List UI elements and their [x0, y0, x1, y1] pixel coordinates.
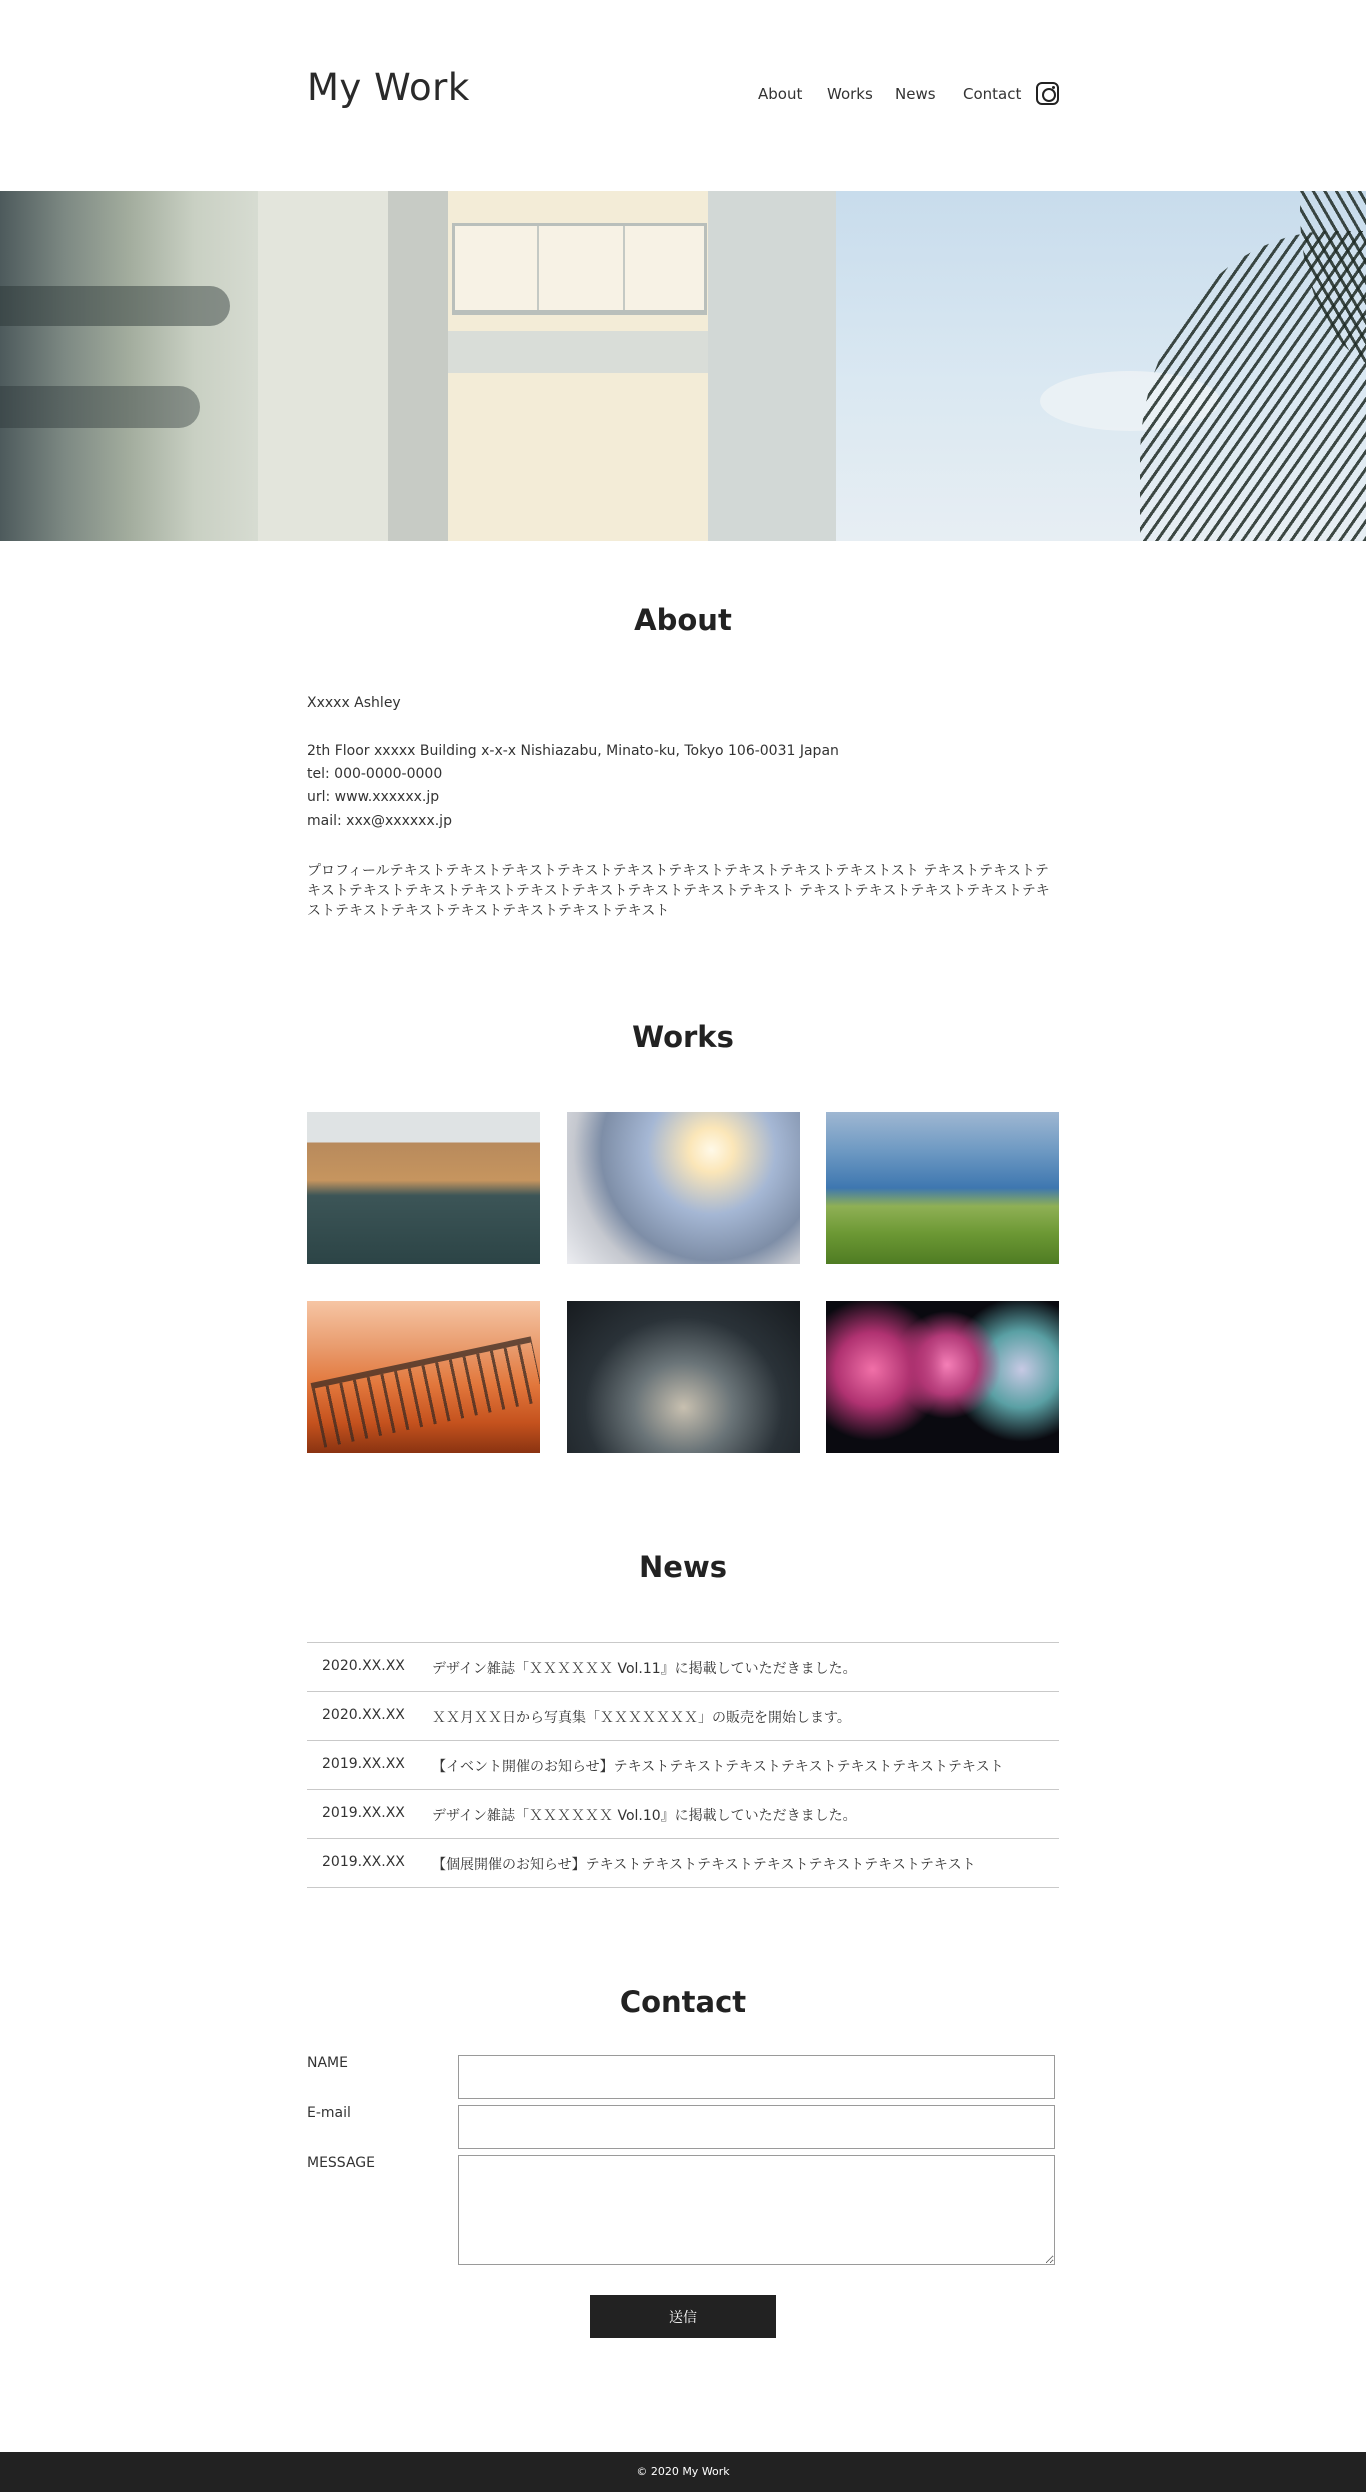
message-textarea[interactable] [458, 2155, 1055, 2265]
work-image-lantern-river[interactable] [567, 1301, 800, 1453]
message-label: MESSAGE [307, 2155, 375, 2171]
nav-link-works[interactable]: Works [827, 85, 873, 103]
site-footer [0, 2452, 1366, 2492]
work-image-mountain-meadow[interactable] [826, 1112, 1059, 1264]
news-date: 2019.XX.XX [322, 1756, 405, 1772]
contact-title: Contact [619, 1985, 747, 2019]
instagram-icon[interactable] [1036, 82, 1059, 105]
submit-button[interactable]: 送信 [590, 2295, 776, 2338]
work-image-fireworks[interactable] [826, 1301, 1059, 1453]
hero-wall-right [708, 191, 836, 541]
news-title: News [639, 1550, 727, 1584]
news-item[interactable] [307, 1741, 1059, 1790]
email-label: E-mail [307, 2105, 351, 2121]
about-url[interactable]: url: www.xxxxxx.jp [307, 789, 440, 805]
about-bio: プロフィールテキストテキストテキストテキストテキストテキストテキストテキストテキストスト テキストテキストテキストテキストテキストテキストテキストテキストテキストテキストテキスト テキストテキストテキストテキストテキストテキストテキストテキストテキストテキストテキスト [307, 863, 1050, 919]
hero-balcony-railing [452, 223, 707, 315]
nav-link-contact[interactable]: Contact [963, 85, 1022, 103]
work-image-venice-canal[interactable] [307, 1112, 540, 1264]
news-text: デザイン雑誌「ＸＸＸＸＸＸ Vol.11』に掲載していただきました。 [432, 1661, 857, 1677]
hero-stone-column [0, 191, 260, 541]
work-image-autumn-bridge[interactable] [307, 1301, 540, 1453]
main-nav [0, 85, 1366, 105]
news-date: 2020.XX.XX [322, 1707, 405, 1723]
name-label: NAME [307, 2055, 348, 2071]
news-date: 2019.XX.XX [322, 1805, 405, 1821]
news-item[interactable] [307, 1692, 1059, 1741]
about-tel: tel: 000-0000-0000 [307, 766, 443, 782]
site-header [0, 0, 1366, 190]
about-title: About [634, 603, 732, 637]
news-text: 【個展開催のお知らせ】テキストテキストテキストテキストテキストテキストテキスト [432, 1857, 976, 1873]
about-mail[interactable]: mail: xxx@xxxxxx.jp [307, 813, 452, 829]
email-input[interactable] [458, 2105, 1055, 2149]
news-text: ＸＸ月ＸＸ日から写真集「ＸＸＸＸＸＸＸ」の販売を開始します。 [432, 1710, 851, 1726]
site-logo[interactable]: My Work [307, 66, 470, 109]
news-text: デザイン雑誌「ＸＸＸＸＸＸ Vol.10』に掲載していただきました。 [432, 1808, 857, 1824]
about-name: Xxxxx Ashley [307, 695, 401, 711]
work-image-snowy-forest[interactable] [567, 1112, 800, 1264]
works-title: Works [632, 1020, 734, 1054]
news-date: 2020.XX.XX [322, 1658, 405, 1674]
name-input[interactable] [458, 2055, 1055, 2099]
hero-balcony-slab [448, 331, 710, 373]
news-text: 【イベント開催のお知らせ】テキストテキストテキストテキストテキストテキストテキスト [432, 1759, 1004, 1775]
news-item[interactable] [307, 1790, 1059, 1839]
news-item[interactable] [307, 1839, 1059, 1888]
copyright-text: © 2020 My Work [636, 2465, 730, 2478]
news-date: 2019.XX.XX [322, 1854, 405, 1870]
news-item[interactable] [307, 1643, 1059, 1692]
hero-column [388, 191, 448, 541]
hero-image [0, 191, 1366, 541]
news-list [307, 1642, 1059, 1888]
nav-link-news[interactable]: News [895, 85, 936, 103]
nav-link-about[interactable]: About [758, 85, 803, 103]
about-address: 2th Floor xxxxx Building x-x-x Nishiazabu, Minato-ku, Tokyo 106-0031 Japan [307, 743, 839, 759]
